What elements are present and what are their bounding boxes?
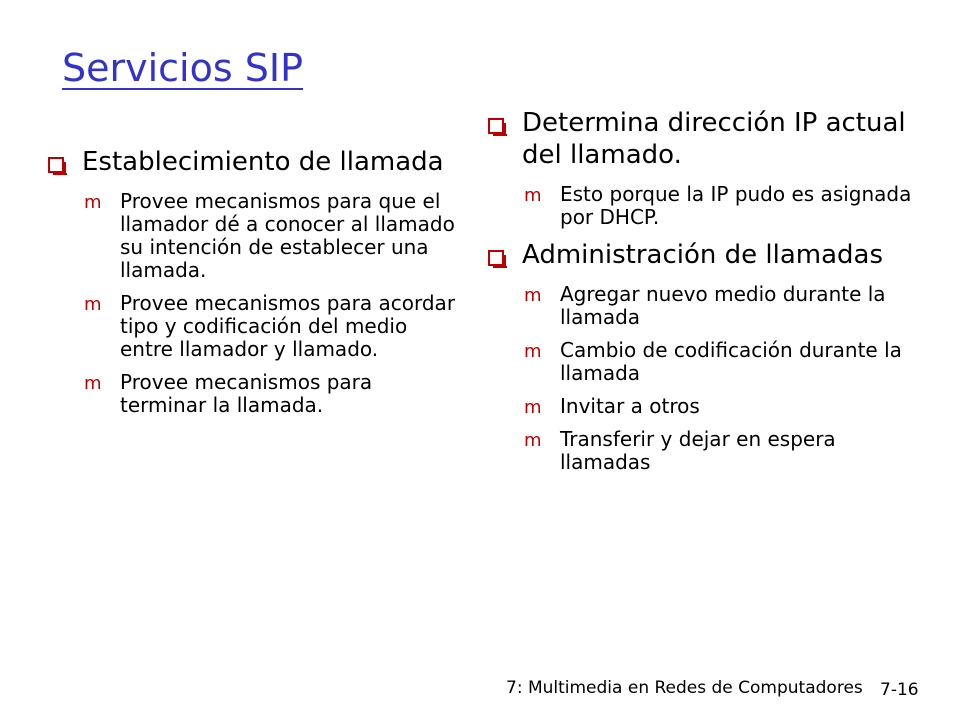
bullet-text: Administración de llamadas	[522, 240, 884, 270]
sub-bullet-item	[522, 283, 924, 329]
left-column	[44, 146, 464, 427]
sub-bullet-icon: m	[524, 430, 542, 451]
bullet-item	[484, 107, 924, 171]
sub-bullet-text: Provee mecanismos para que el llamador dé a conocer al llamado su intención de establecer una llamada.	[120, 189, 455, 282]
bullet-box-icon	[488, 118, 504, 134]
sub-bullet-item	[522, 183, 924, 229]
bullet-text: Determina dirección IP actual del llamado.	[522, 108, 906, 170]
sub-bullet-item	[82, 371, 464, 417]
sub-bullet-icon: m	[84, 373, 102, 394]
sub-bullet-text: Agregar nuevo medio durante la llamada	[560, 282, 886, 329]
sub-bullet-item	[522, 339, 924, 385]
sub-bullet-item	[82, 190, 464, 282]
sub-bullet-icon: m	[524, 185, 542, 206]
sub-bullet-icon: m	[84, 294, 102, 315]
sub-bullet-text: Cambio de codificación durante la llamada	[560, 338, 902, 385]
sub-bullet-text: Provee mecanismos para acordar tipo y codificación del medio entre llamador y llamado.	[120, 291, 456, 361]
bullet-item	[44, 146, 464, 178]
bullet-box-icon	[488, 250, 504, 266]
sub-bullet-text: Esto porque la IP pudo es asignada por DHCP.	[560, 182, 912, 229]
bullet-text: Establecimiento de llamada	[82, 147, 444, 177]
sub-bullet-item	[82, 292, 464, 361]
bullet-box-icon	[48, 157, 64, 173]
sub-bullet-icon: m	[524, 341, 542, 362]
sub-bullet-icon: m	[524, 285, 542, 306]
sub-bullet-icon: m	[524, 397, 542, 418]
sub-bullet-icon: m	[84, 192, 102, 213]
footer-chapter: 7: Multimedia en Redes de Computadores	[506, 678, 863, 698]
slide-title: Servicios SIP	[62, 46, 303, 90]
bullet-item	[484, 239, 924, 271]
sub-bullet-item	[522, 428, 924, 474]
right-column	[484, 107, 924, 484]
sub-bullet-item	[522, 395, 924, 418]
footer-page-number: 7-16	[880, 680, 919, 700]
sub-bullet-text: Provee mecanismos para terminar la llamada.	[120, 370, 373, 417]
sub-bullet-text: Transferir y dejar en espera llamadas	[560, 427, 836, 474]
sub-bullet-text: Invitar a otros	[560, 394, 700, 418]
